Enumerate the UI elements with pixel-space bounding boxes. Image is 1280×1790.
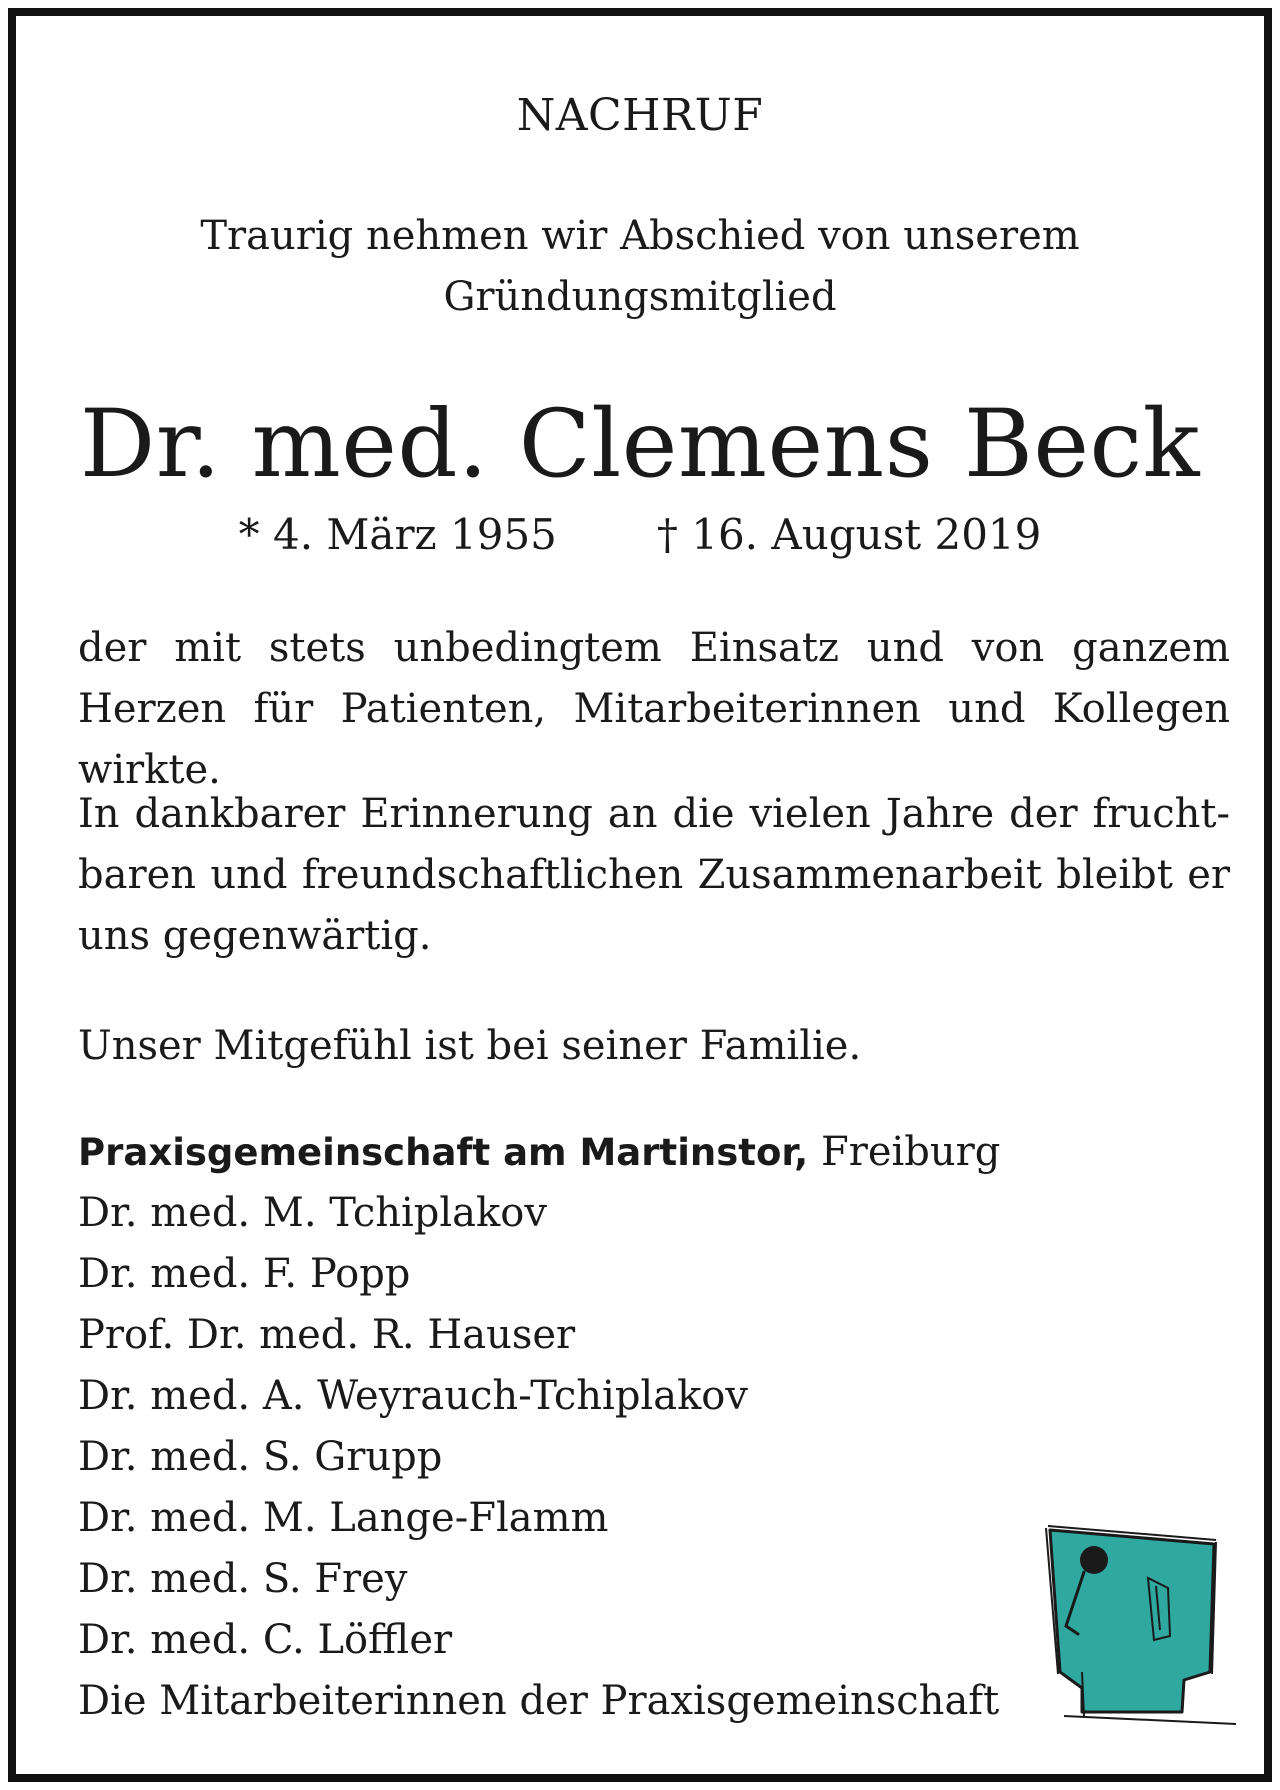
signatory-name: Dr. med. A. Weyrauch-Tchiplakov (78, 1373, 748, 1419)
signatory-name: Prof. Dr. med. R. Hauser (78, 1312, 576, 1358)
paragraph-dedication: der mit stets unbedingtem Einsatz und von ganzem Herzen für Patienten, Mitarbeiterinnen und Kollegen wirkte. (78, 625, 1230, 793)
notice-heading: NACHRUF (516, 90, 764, 141)
intro-line-2: Gründungsmitglied (443, 274, 837, 320)
death-date: † 16. August 2019 (656, 510, 1042, 559)
paragraph-condolence: Unser Mitgefühl ist bei seiner Familie. (78, 1023, 862, 1069)
paragraph-remembrance: In dankbarer Erinnerung an die vielen Jahre der frucht-baren und freundschaftlichen Zusammenarbeit bleibt er uns gegenwärtig. (78, 791, 1230, 959)
organization-city: Freiburg (820, 1129, 1001, 1175)
signatory-list (78, 1122, 1001, 1732)
life-dates (16, 510, 1264, 559)
obituary-notice (8, 8, 1272, 1782)
signatory-name: Dr. med. C. Löffler (78, 1617, 453, 1663)
organization-name: Praxisgemeinschaft am Martinstor, (78, 1131, 809, 1174)
signatory-name: Dr. med. S. Grupp (78, 1434, 443, 1480)
intro-text (16, 206, 1264, 328)
organization-line (78, 1122, 1001, 1183)
deceased-name: Dr. med. Clemens Beck (79, 390, 1201, 499)
signatory-name: Dr. med. F. Popp (78, 1251, 411, 1297)
signatory-name: Die Mitarbeiterinnen der Praxisgemeinschaft (78, 1678, 1000, 1724)
signatory-name: Dr. med. M. Lange-Flamm (78, 1495, 609, 1541)
signatory-name: Dr. med. M. Tchiplakov (78, 1190, 547, 1236)
stylized-head-logo-icon (1044, 1522, 1240, 1732)
intro-line-1: Traurig nehmen wir Abschied von unserem (200, 213, 1080, 259)
signatory-name: Dr. med. S. Frey (78, 1556, 408, 1602)
birth-date: * 4. März 1955 (238, 510, 557, 559)
